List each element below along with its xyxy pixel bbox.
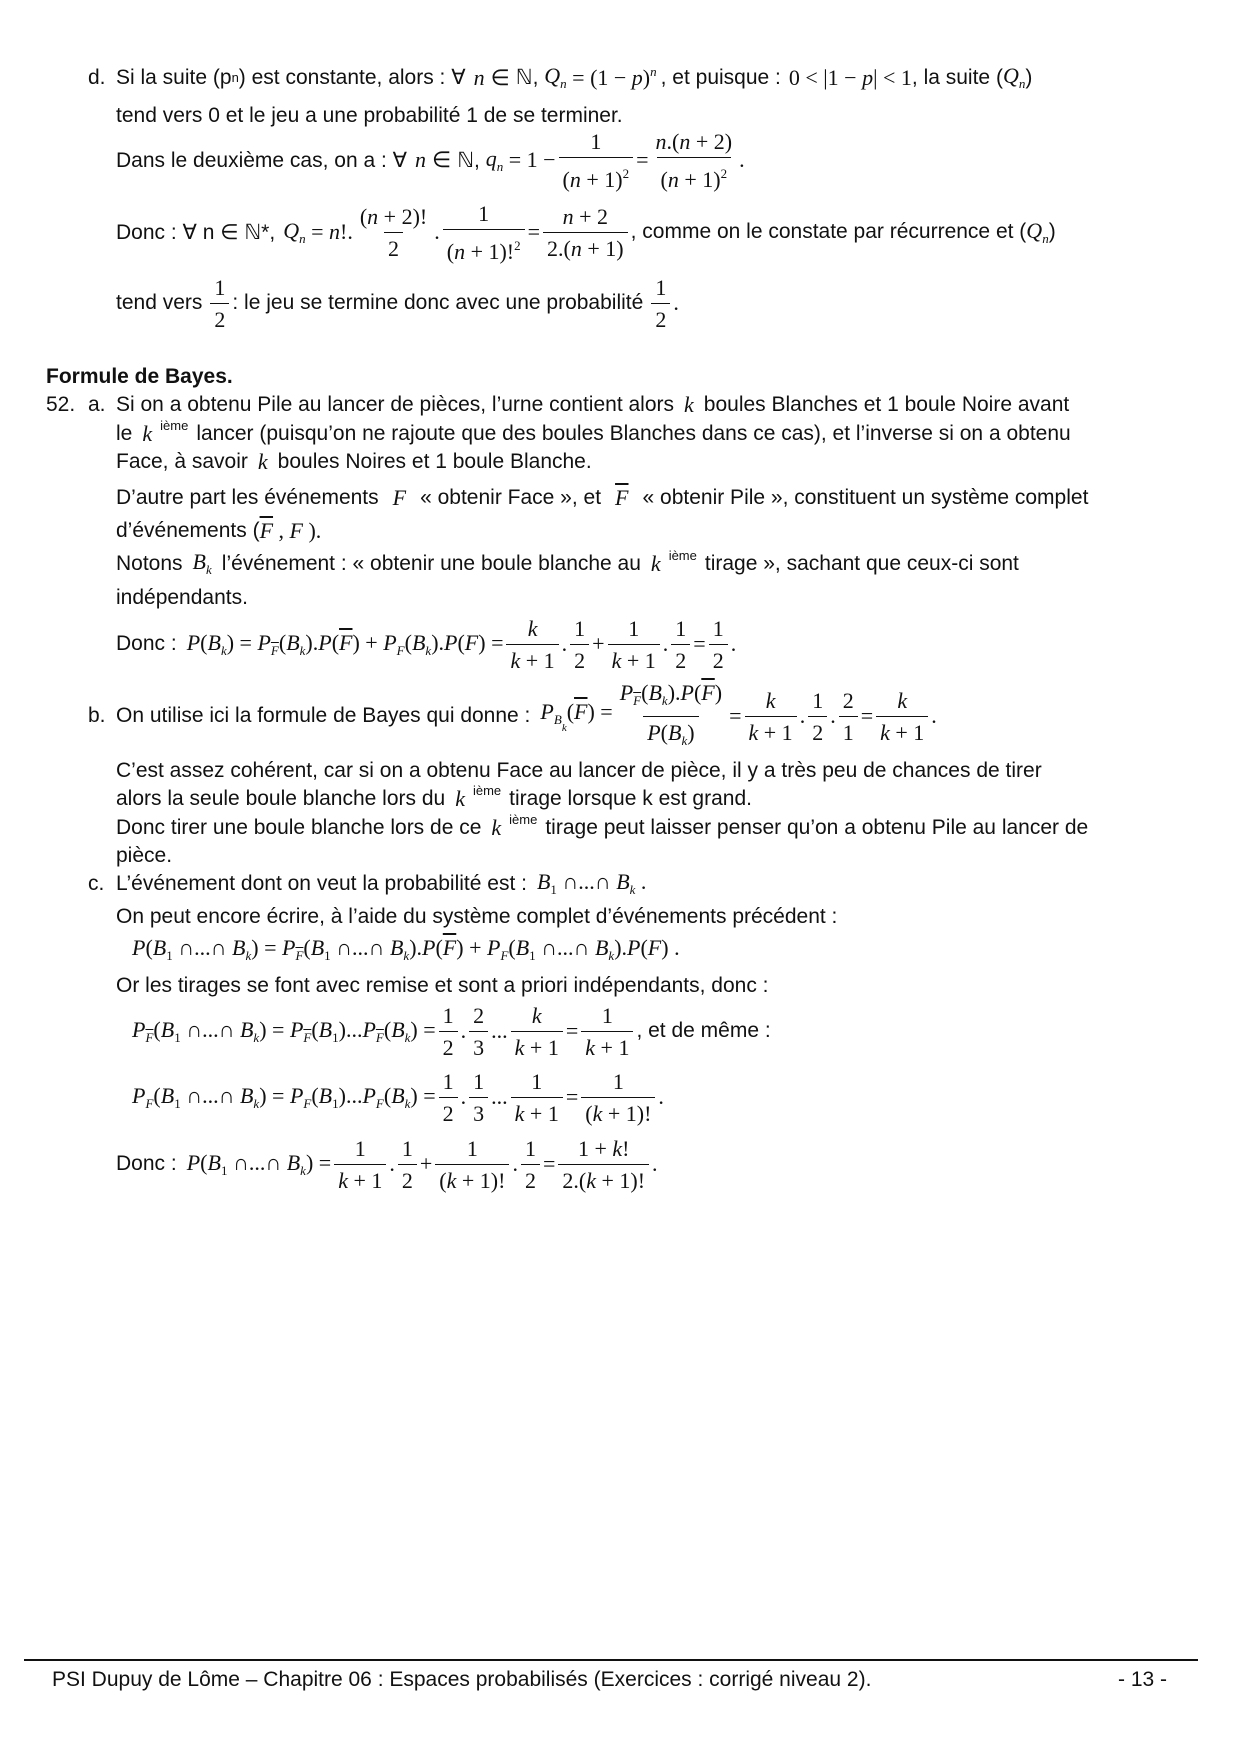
part-a-formula: Donc : $P(B_k) = P_{\overline{F}}(B_k).P(\overline{F}) + P_F(B_k).P(F)$ = $\frac{k}{k + 1}$ . $\frac{1}{2}$ + $\frac{1}{k + 1}$ . $\frac{1}{2}$ = $\frac{1}{2}$ . [116, 615, 737, 673]
part-a-line-2: le k ième lancer (puisqu’on ne rajoute que des boules Blanches dans ce cas), et l’inverse si on a obtenu [116, 418, 1071, 446]
part-d-line-2: tend vers 0 et le jeu a une probabilité 1 de se terminer. [116, 104, 623, 127]
part-a-label: a. [88, 393, 106, 416]
part-b-formula: On utilise ici la formule de Bayes qui donne : $P_{B_k}(\overline{F})$ = $\frac{P_{\overline{F}}(B_k).P(\overline{F})}{P(B_k)}$ = $\frac{k}{k + 1}$ . $\frac{1}{2}$ . $\frac{2}{1}$ = $\frac{k}{k + 1}$ . [116, 686, 937, 746]
part-c-formula-3: $P_F(B_1$ ∩...∩ $B_k) = P_F(B_1)...P_F(B_k)$ = $\frac{1}{2}$ . $\frac{1}{3}$ ... $\frac{1}{k + 1}$ = $\frac{1}{(k + 1)!}$ . [132, 1068, 664, 1126]
page-number: - 13 - [1118, 1668, 1168, 1691]
footer-rule [24, 1659, 1198, 1661]
part-b-line-4: Donc tirer une boule blanche lors de ce k ième tirage peut laisser penser qu’on a obtenu Pile au lancer de [116, 812, 1089, 840]
section-heading: Formule de Bayes. [46, 365, 233, 388]
footer-text: PSI Dupuy de Lôme – Chapitre 06 : Espaces probabilisés (Exercices : corrigé niveau 2). [52, 1668, 872, 1691]
part-c-line-1: L’événement dont on veut la probabilité est : $B_1$ ∩...∩ $B_k$ . [116, 869, 647, 897]
exercise-number: 52. [46, 393, 76, 416]
part-b-line-3: alors la seule boule blanche lors du k ième tirage lorsque k est grand. [116, 783, 752, 811]
part-a-line-3: Face, à savoir k boules Noires et 1 boule Blanche. [116, 448, 592, 474]
part-a-line-7: indépendants. [116, 586, 248, 609]
part-a-line-5: d’événements ( $\overline{F}$ , F ). [116, 517, 322, 543]
part-a-line-6: Notons $B_k$ l’événement : « obtenir une boule blanche au k ième tirage », sachant que ceux-ci sont [116, 548, 1019, 577]
part-c-formula-4: Donc : $P(B_1$ ∩...∩ $B_k$) = $\frac{1}{k + 1}$ . $\frac{1}{2}$ + $\frac{1}{(k + 1)!}$ . $\frac{1}{2}$ = $\frac{1 + k!}{2.(k + 1)!}$ . [116, 1135, 658, 1193]
part-a-line-1: Si on a obtenu Pile au lancer de pièces, l’urne contient alors k boules Blanches et 1 boule Noire avant [116, 391, 1070, 417]
part-c-line-2: On peut encore écrire, à l’aide du système complet d’événements précédent : [116, 905, 838, 928]
part-b-line-5: pièce. [116, 844, 173, 867]
part-d-line-4: Donc : ∀ n ∈ ℕ*, $Q_n$ = n!. $\frac{(n + 2)!}{2}$ . $\frac{1}{(n + 1)!^2}$ = $\frac{n + 2}{2.(n + 1)}$ , comme on le constate par récurrence et ( $Q_n$ ) [116, 200, 1056, 264]
part-a-line-4: D’autre part les événements F « obtenir Face », et $\overline{F}$ « obtenir Pile », constituent un système complet [116, 484, 1089, 510]
part-b-label: b. [88, 704, 106, 727]
part-c-formula-2: $P_{\overline{F}}(B_1$ ∩...∩ $B_k) = P_{\overline{F}}(B_1)...P_{\overline{F}}(B_k)$ = $\frac{1}{2}$ . $\frac{2}{3}$ ... $\frac{k}{k + 1}$ = $\frac{1}{k + 1}$ , et de même : [132, 1002, 771, 1060]
part-c-label: c. [88, 872, 105, 895]
part-c-line-3: Or les tirages se font avec remise et sont a priori indépendants, donc : [116, 974, 769, 997]
part-c-formula-1: $P(B_1$ ∩...∩ $B_k) = P_{\overline{F}}(B_1$ ∩...∩ $B_k).P(\overline{F}) + P_F(B_1$ ∩...∩ $B_k).P(F)$ . [132, 934, 680, 963]
part-b-line-2: C’est assez cohérent, car si on a obtenu Face au lancer de pièce, il y a très peu de chances de tirer [116, 759, 1042, 782]
part-d-line-5: tend vers $\frac{1}{2}$ : le jeu se termine donc avec une probabilité $\frac{1}{2}$ . [116, 274, 679, 332]
part-d-line-3: Dans le deuxième cas, on a : ∀ n ∈ ℕ, $q_n$ = 1 − $\frac{1}{(n + 1)^2}$ = $\frac{n.(n + 2)}{(n + 1)^2}$ . [116, 128, 745, 192]
part-d-line-1: Si la suite (p n ) est constante, alors : ∀ n ∈ ℕ, $Q_n$ = $(1 - p)^n$ , et puisque : 0 < |1 − p| < 1 , la suite ( $Q_n$ ) [116, 63, 1033, 91]
part-d-label: d. [88, 66, 106, 89]
